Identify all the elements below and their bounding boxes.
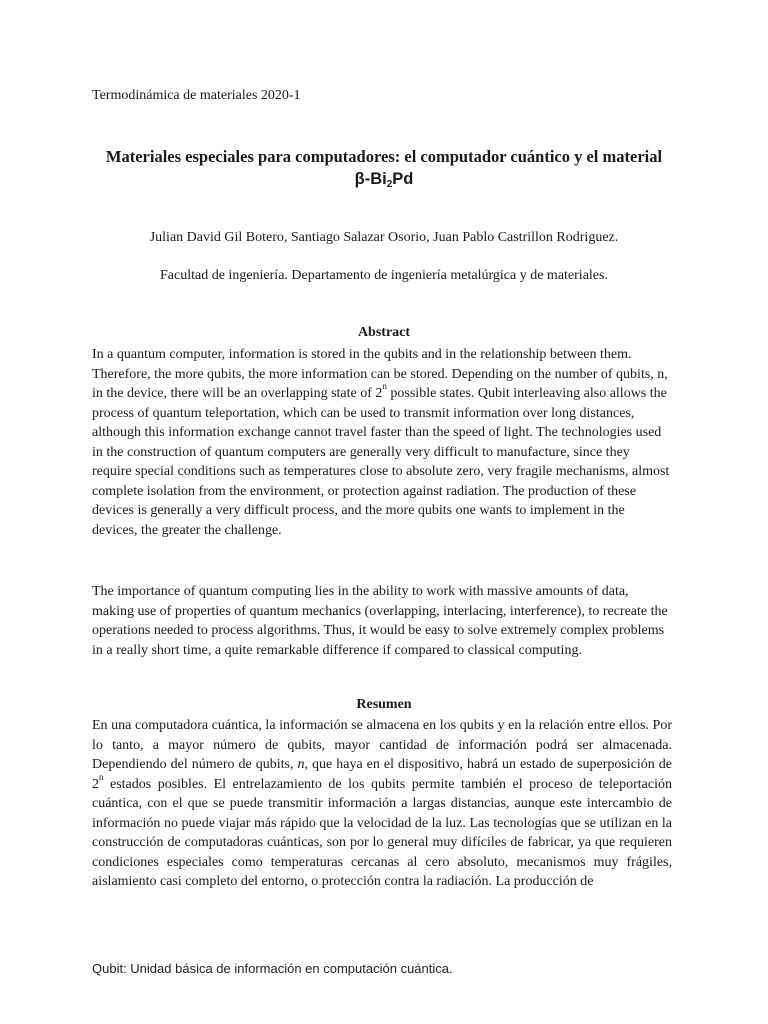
title-text: Materiales especiales para computadores: el computador cuántico y el material [105, 147, 663, 166]
abstract-paragraph-2: The importance of quantum computing lies in the ability to work with massive amounts of data, making use of properties of quantum mechanics (overlapping, interlacing, interference), to recreate the operations needed to process algorithms. Thus, it would be easy to solve extremely complex problems in a really short time, a quite remarkable difference if compared to classical computing. [92, 584, 668, 658]
authors-line: Julian David Gil Botero, Santiago Salazar Osorio, Juan Pablo Castrillon Rodriguez. [149, 230, 619, 245]
resumen-heading: Resumen [356, 697, 412, 712]
abstract-heading: Abstract [357, 325, 411, 340]
paper-title [100, 146, 668, 190]
affiliation-line: Facultad de ingeniería. Departamento de ingeniería metalúrgica y de materiales. [160, 268, 608, 283]
course-header: Termodinámica de materiales 2020-1 [92, 88, 301, 103]
resumen-paragraph: En una computadora cuántica, la información se almacena en los qubits y en la relación entre ellos. Por lo tanto, a mayor número de qubits, mayor cantidad de información podrá ser almacenada. Dependiendo del número de qubits, n, que haya en el dispositivo, habrá un estado de superposición de 2$^n$ estados posibles. El entrelazamiento de los qubits permite también el proceso de teleportación cuántica, con el que se puede transmitir información a largas distancias, aunque este intercambio de información no puede viajar más rápido que la velocidad de la luz. Las tecnologías que se utilizan en la construcción de computadoras cuánticas, son por lo general muy difíciles de fabricar, ya que requieren condiciones especiales como temperaturas cercanas al cero absoluto, mecanismos muy frágiles, aislamiento casi completo del entorno, o protección contra la radiación. La producción de [92, 718, 673, 889]
material-formula: $\beta-Bi_2Pd$ [354, 170, 414, 190]
footnote: Qubit: Unidad básica de información en computación cuántica. [92, 961, 453, 976]
abstract-paragraph-1: In a quantum computer, information is stored in the qubits and in the relationship between them. Therefore, the more qubits, the more information can be stored. Depending on the number of qubits, n, in the device, there will be an overlapping state of 2$^n$ possible states. Qubit interleaving also allows the process of quantum teleportation, which can be used to transmit information over long distances, although this information exchange cannot travel faster than the speed of light. The technologies used in the construction of quantum computers are generally very difficult to manufacture, since they require special conditions such as temperatures close to absolute zero, very fragile mechanisms, almost complete isolation from the environment, or protection against radiation. The production of these devices is generally a very difficult process, and the more qubits one wants to implement in the devices, the greater the challenge. [92, 347, 670, 538]
